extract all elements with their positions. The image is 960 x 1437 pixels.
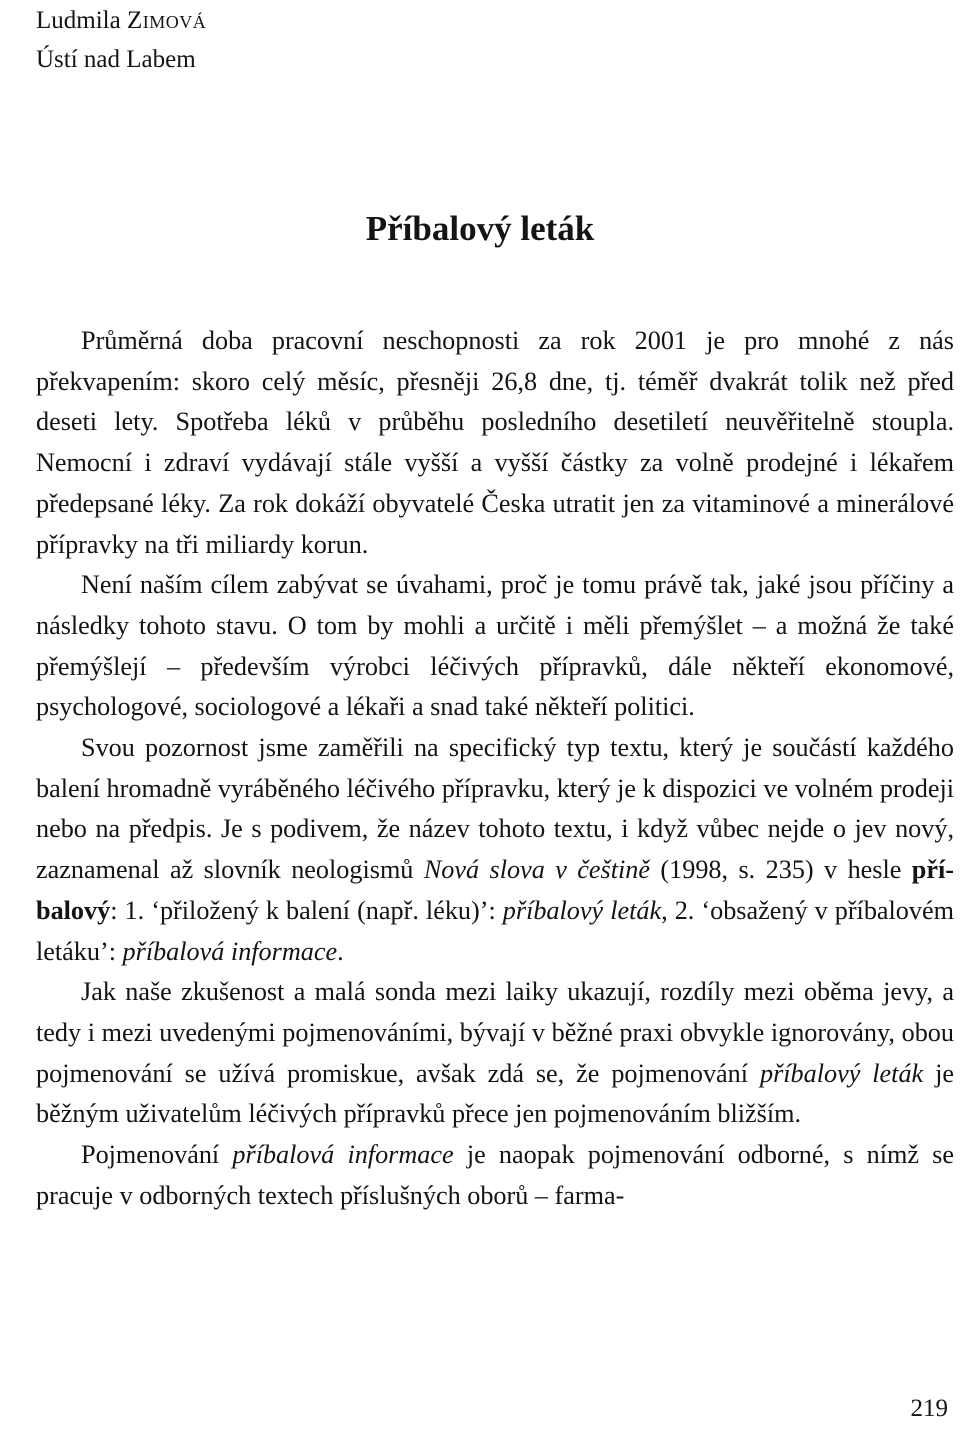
- paragraph-text: Pojmenování: [81, 1140, 233, 1170]
- author-name: [36, 3, 206, 39]
- body-paragraph: [36, 972, 954, 1135]
- body-paragraph: [36, 321, 954, 565]
- italic-term: příbalový leták: [759, 1058, 924, 1088]
- page-number: 219: [910, 1395, 948, 1422]
- author-city: Ústí nad Labem: [36, 46, 196, 73]
- body-paragraph: [36, 728, 954, 972]
- body-paragraph: [36, 565, 954, 728]
- author-given-name: Ludmila: [36, 7, 121, 34]
- body-paragraph: [36, 1135, 954, 1216]
- italic-term: příbalová informace: [232, 1140, 454, 1170]
- paragraph-text: Není naším cílem zabývat se úvahami, proč je tomu právě tak, jaké jsou příčiny a následky tohoto stavu. O tom by mohli a určitě i měli přemýšlet – a možná že také přemýšlejí – především výrobci léčivých přípravků, dále někteří ekonomové, psychologové, sociologové a lékaři a snad také někteří politici.: [36, 570, 954, 722]
- paragraph-text: Svou pozornost jsme zaměřili na specifický typ textu, který je součástí každého balení hromadně vyráběného léčivého přípravku, který je k dispozici ve volném prodeji nebo na předpis. Je s podivem, že název tohoto textu, i když vůbec nejde o jev nový, zaznamenal až slovník neologismů: [36, 733, 954, 885]
- italic-term: příbalová informace: [122, 936, 338, 966]
- bold-headword: příbalový: [36, 855, 954, 925]
- paragraph-text: je běžným uživatelům léčivých přípravků přece jen pojmenováním bližším.: [36, 1058, 954, 1129]
- article-title: Příbalový leták: [365, 209, 595, 249]
- italic-term: příbalový leták: [502, 895, 662, 925]
- paragraph-text: .: [337, 936, 344, 966]
- paragraph-text: Průměrná doba pracovní neschopnosti za rok 2001 je pro mnohé z nás překvapením: skoro celý měsíc, přesněji 26,8 dne, tj. téměř dvakrát tolik než před deseti lety. Spotřeba léků v průběhu posledního desetiletí neuvěřitelně stoupla. Nemocní i zdraví vydávají stále vyšší a vyšší částky za volně prodejné i lékařem předepsané léky. Za rok dokáží obyvatelé Česka utratit jen za vitaminové a minerálové přípravky na tři miliardy korun.: [36, 326, 954, 559]
- author-surname: Zimová: [126, 7, 207, 34]
- paragraph-text: (1998, s. 235) v hesle: [649, 855, 912, 885]
- italic-term: Nová slova v češtině: [423, 855, 650, 885]
- paragraph-text: Jak naše zkušenost a malá sonda mezi laiky ukazují, rozdíly mezi oběma jevy, a tedy i mezi uvedenými pojmenováními, bývají v běžné praxi obvykle ignorovány, obou pojmenování se užívá promiskue, avšak zdá se, že pojmenování: [36, 977, 954, 1088]
- article-body: [36, 321, 954, 1216]
- paragraph-text: : 1. ‘přiložený k balení (např. léku)’:: [110, 895, 503, 925]
- paragraph-text: je naopak pojmenování odborné, s nímž se pracuje v odborných textech příslušných oborů – farma-: [36, 1140, 954, 1210]
- paragraph-text: , 2. ‘obsažený v příbalovém letáku’:: [36, 895, 954, 966]
